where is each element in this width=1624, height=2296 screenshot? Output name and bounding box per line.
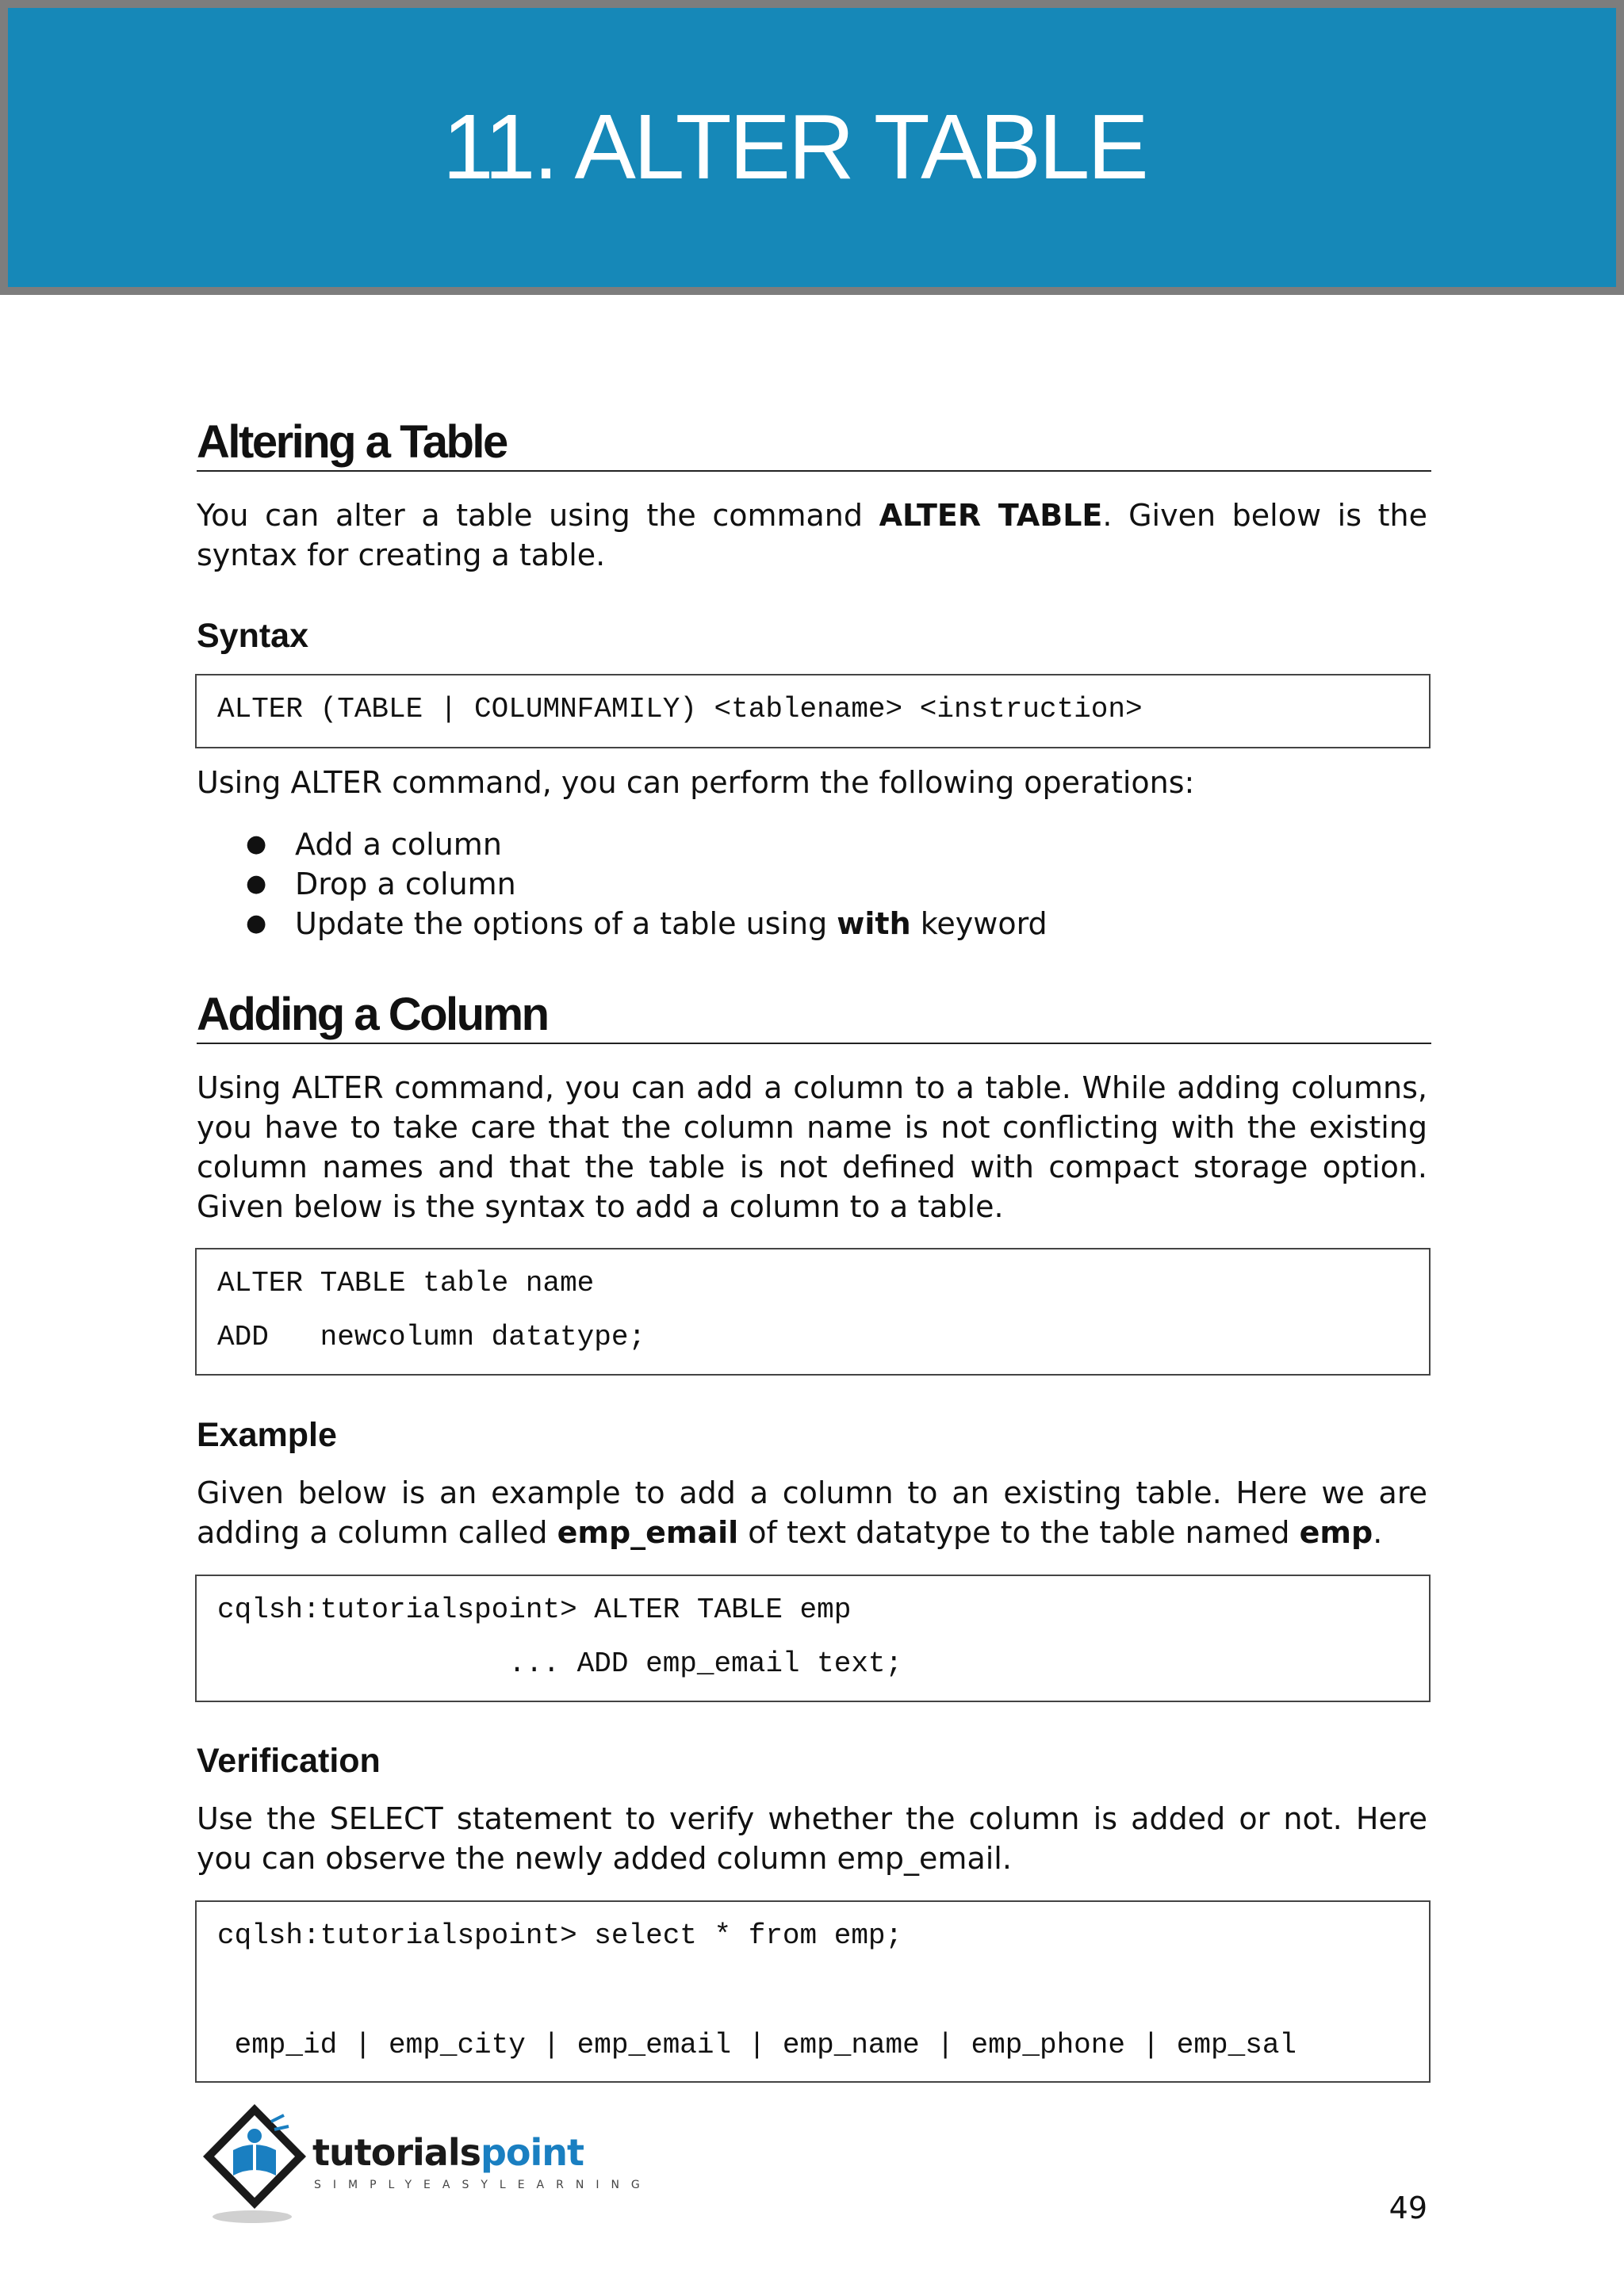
intro-text-2: . Given below is the syntax for creating a table. bbox=[197, 498, 1428, 572]
verification-heading: Verification bbox=[197, 1742, 381, 1780]
operations-intro-text: Using ALTER command, you can perform the following operations: bbox=[197, 765, 1195, 800]
code-line: cqlsh:tutorialspoint> ALTER TABLE emp bbox=[217, 1594, 852, 1626]
page-number: 49 bbox=[1388, 2191, 1427, 2225]
logo-diamond-icon bbox=[195, 2099, 314, 2226]
verification-paragraph: Use the SELECT statement to verify whether the column is added or not. Here you can observe the newly added column emp_email. bbox=[197, 1801, 1427, 1876]
syntax-heading: Syntax bbox=[197, 617, 309, 655]
bullet-icon: ● bbox=[246, 870, 267, 897]
section-heading-adding-column: Adding a Column bbox=[197, 991, 1431, 1044]
add-column-syntax-box bbox=[195, 1248, 1431, 1376]
example-heading: Example bbox=[197, 1416, 337, 1454]
verification-code-box bbox=[195, 1900, 1431, 2083]
example-bold-table: emp bbox=[1299, 1515, 1373, 1550]
chapter-banner bbox=[0, 0, 1624, 295]
chapter-title: 11. ALTER TABLE bbox=[442, 95, 1147, 198]
adding-column-paragraph: Using ALTER command, you can add a column to a table. While adding columns, you have to take care that the column name is not conflicting with the existing column names and that the table is not defined with compact storage option. Given below is the syntax to add a column to a table. bbox=[197, 1070, 1427, 1224]
example-code-box bbox=[195, 1575, 1431, 1702]
list-item-keyword: with bbox=[837, 906, 911, 941]
syntax-code-line: ALTER (TABLE | COLUMNFAMILY) <tablename> <instruction> bbox=[217, 693, 1143, 725]
section-heading-altering-table: Altering a Table bbox=[197, 419, 1431, 472]
code-line: ALTER TABLE table name bbox=[217, 1267, 595, 1299]
tutorialspoint-logo bbox=[195, 2099, 652, 2226]
list-item-text: Add a column bbox=[295, 827, 502, 862]
intro-text-1: You can alter a table using the command bbox=[197, 498, 879, 533]
example-text-1: Given below is an example to add a column to an existing table. Here we are adding a column called bbox=[197, 1475, 1427, 1550]
bullet-icon: ● bbox=[246, 909, 267, 937]
code-line: ADD newcolumn datatype; bbox=[217, 1321, 646, 1353]
operations-list bbox=[246, 825, 1048, 943]
example-bold-column: emp_email bbox=[557, 1515, 739, 1550]
logo-word-2: point bbox=[480, 2131, 584, 2174]
example-paragraph bbox=[197, 1473, 1427, 1552]
intro-bold-command: ALTER TABLE bbox=[879, 498, 1103, 533]
code-line: ... ADD emp_email text; bbox=[217, 1647, 903, 1680]
logo-word-1: tutorials bbox=[312, 2131, 481, 2174]
list-item bbox=[246, 825, 1048, 864]
list-item-text-pre: Update the options of a table using bbox=[295, 906, 837, 941]
code-line: emp_id | emp_city | emp_email | emp_name | emp_phone | emp_sal bbox=[217, 2029, 1297, 2061]
list-item bbox=[246, 864, 1048, 904]
list-item-text: Drop a column bbox=[295, 867, 516, 901]
list-item-text-post: keyword bbox=[910, 906, 1048, 941]
bullet-icon: ● bbox=[246, 830, 267, 858]
logo-tagline: SIMPLYEASYLEARNING bbox=[314, 2179, 652, 2191]
syntax-code-box bbox=[195, 674, 1431, 748]
altering-intro-paragraph bbox=[197, 496, 1427, 575]
code-line: cqlsh:tutorialspoint> select * from emp; bbox=[217, 1919, 903, 1952]
example-text-2: of text datatype to the table named bbox=[738, 1515, 1300, 1550]
logo-wordmark bbox=[312, 2131, 584, 2174]
list-item bbox=[246, 904, 1048, 943]
example-text-3: . bbox=[1373, 1515, 1383, 1550]
